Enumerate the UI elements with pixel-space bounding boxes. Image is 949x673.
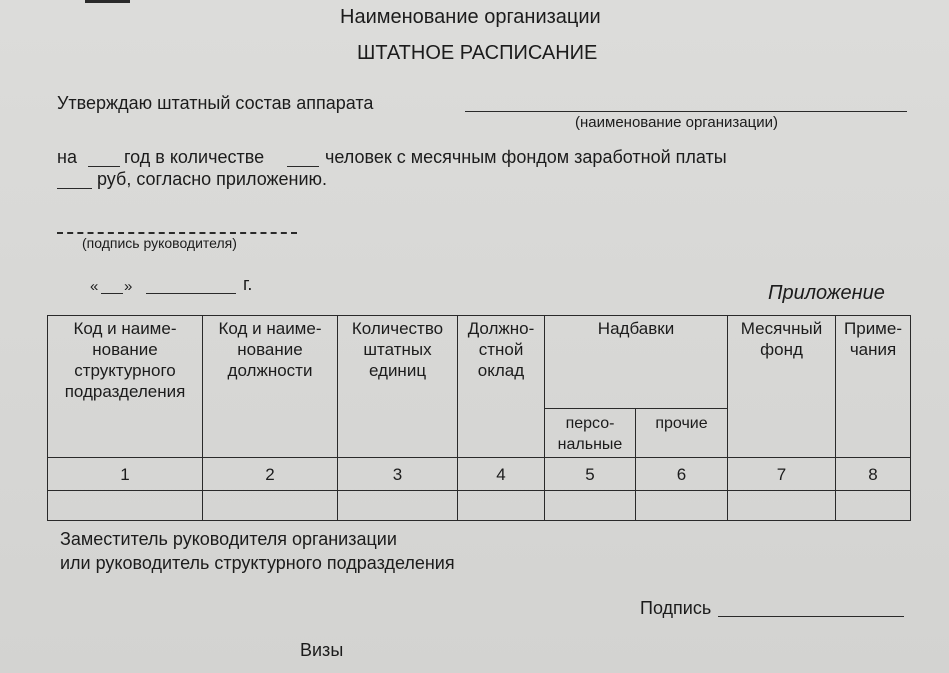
org-name-heading: Наименование организации — [340, 6, 601, 28]
deputy-line-2: или руководитель структурного подразделения — [60, 553, 455, 573]
signature-label: Подпись — [640, 598, 712, 618]
people-blank-line — [287, 166, 319, 167]
column-number: 7 — [728, 458, 836, 491]
date-open-quote: « — [90, 278, 99, 295]
column-number: 3 — [338, 458, 458, 491]
table-cell-empty — [545, 491, 636, 521]
date-close-quote: » — [124, 278, 133, 295]
table-cell-empty — [836, 491, 911, 521]
text-na: на — [57, 147, 77, 167]
visas-label: Визы — [300, 640, 344, 660]
head-signature-line — [57, 232, 297, 234]
column-number: 6 — [636, 458, 728, 491]
table-cell-empty — [636, 491, 728, 521]
header-notes: Приме- чания — [836, 316, 911, 458]
subheader-other: прочие — [636, 409, 728, 458]
head-signature-hint: (подпись руководителя) — [82, 235, 237, 251]
approve-text: Утверждаю штатный состав аппарата — [57, 93, 374, 113]
table-cell-empty — [338, 491, 458, 521]
column-number: 5 — [545, 458, 636, 491]
appendix-label: Приложение — [768, 282, 885, 304]
header-monthly-fund: Месячный фонд — [728, 316, 836, 458]
column-number: 4 — [458, 458, 545, 491]
table-cell-empty — [203, 491, 338, 521]
column-number: 1 — [48, 458, 203, 491]
table-cell-empty — [728, 491, 836, 521]
top-fragment-line — [85, 0, 130, 3]
header-position-code: Код и наиме- нование должности — [203, 316, 338, 458]
header-division-code: Код и наиме- нование структурного подразделения — [48, 316, 203, 458]
header-staff-units: Количество штатных единиц — [338, 316, 458, 458]
header-salary: Должно- стной оклад — [458, 316, 545, 458]
column-number: 8 — [836, 458, 911, 491]
org-name-hint: (наименование организации) — [575, 114, 778, 131]
text-monthly-fund: человек с месячным фондом заработной платы — [325, 147, 727, 167]
header-allowances: Надбавки — [545, 316, 728, 409]
subheader-personal: персо- нальные — [545, 409, 636, 458]
signature-blank-line — [718, 616, 904, 617]
text-rub: руб, согласно приложению. — [97, 169, 328, 189]
staff-table — [47, 315, 911, 521]
date-year-suffix: г. — [243, 274, 253, 294]
table-cell-empty — [48, 491, 203, 521]
text-year-people: год в количестве — [124, 147, 265, 167]
org-name-blank-line — [465, 111, 907, 112]
table-cell-empty — [458, 491, 545, 521]
date-day-line — [101, 293, 123, 294]
deputy-line-1: Заместитель руководителя организации — [60, 529, 397, 549]
year-blank-line — [88, 166, 120, 167]
rub-blank-line — [57, 188, 92, 189]
document-title: ШТАТНОЕ РАСПИСАНИЕ — [357, 42, 598, 64]
column-number: 2 — [203, 458, 338, 491]
date-month-line — [146, 293, 236, 294]
